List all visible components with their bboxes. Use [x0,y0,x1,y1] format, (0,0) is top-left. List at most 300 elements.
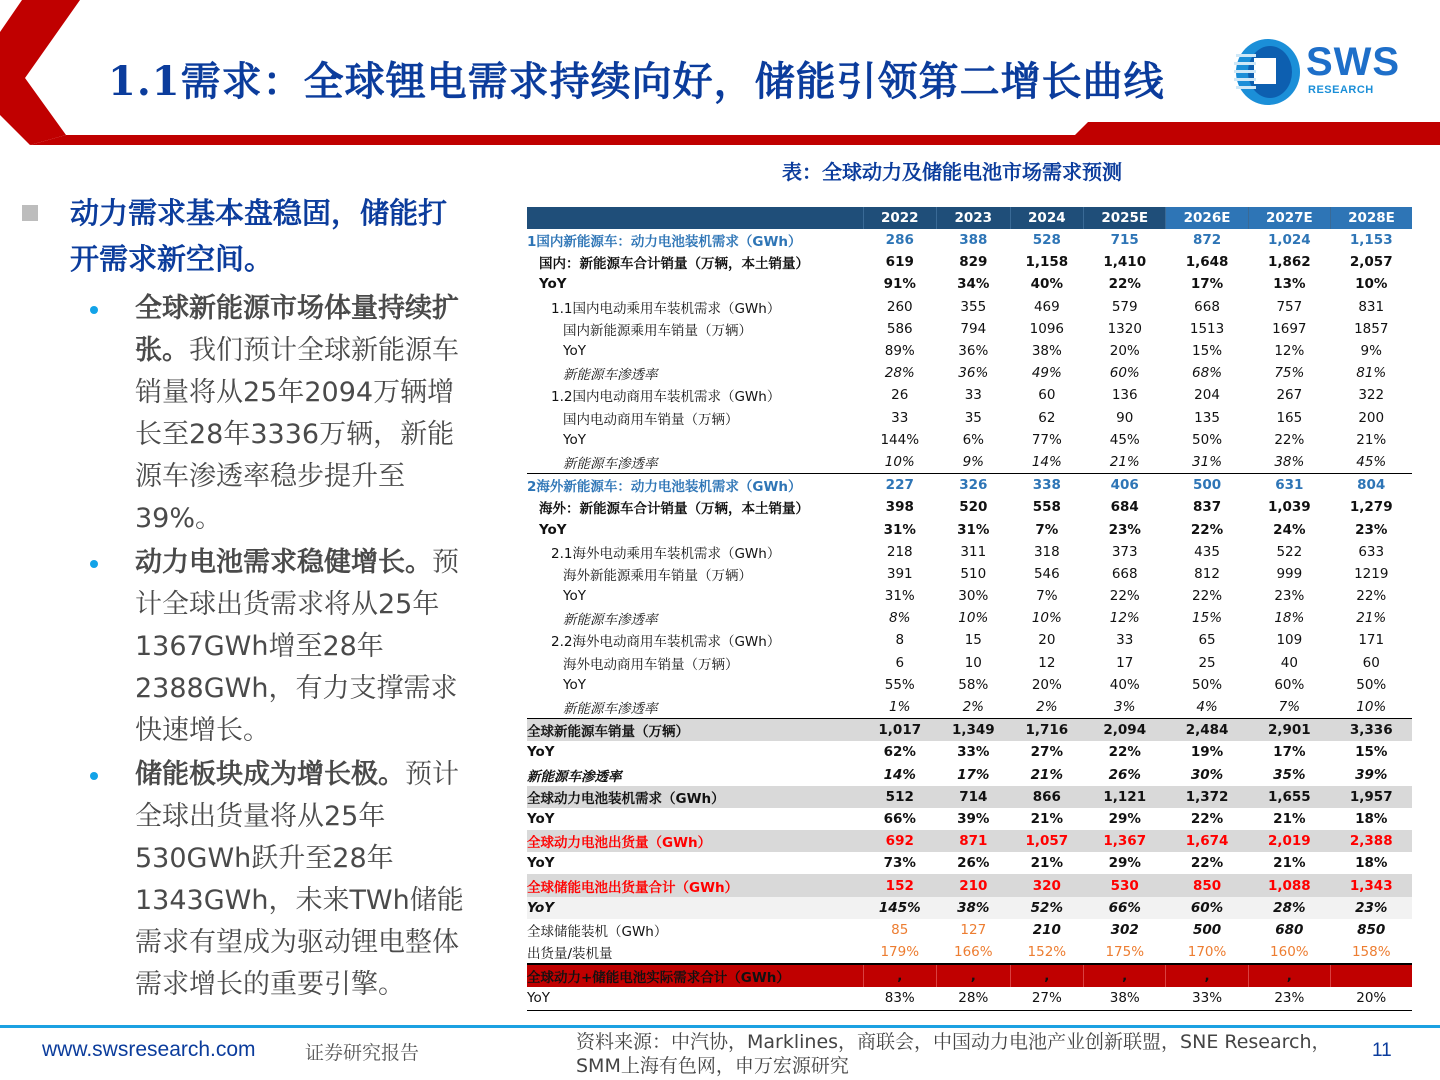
table-row [527,585,1412,607]
table-cell: 373 [1111,543,1138,560]
table-cell: 40 [1280,654,1298,671]
table-row [527,518,1412,540]
table-cell: 26% [1108,766,1141,783]
table-cell: 831 [1358,298,1385,315]
table-row [527,741,1412,763]
table-cell: 31% [1166,451,1248,474]
table-cell: 520 [959,499,988,516]
table-cell: 692 [863,830,937,852]
table-cell: 21% [1084,451,1166,474]
bullet-bold: 全球新能源市场体量持续扩张。 [135,293,459,366]
table-cell: 18% [1355,810,1388,827]
column-header: 2025E [1084,207,1166,229]
table-cell: 17% [957,766,990,783]
table-cell: 50% [1356,676,1387,693]
table-cell: 866 [1010,786,1084,808]
table-cell: 633 [1358,543,1385,560]
table-row [527,563,1412,585]
table-cell: 27% [1030,744,1063,761]
column-header: 2023 [937,207,1011,229]
table-cell: 204 [1194,387,1220,404]
table-cell: 22% [1274,431,1305,448]
table-cell: 2,388 [1330,830,1412,852]
table-row [527,652,1412,674]
table-cell: 36% [958,365,989,382]
table-row [527,987,1412,1010]
table-cell: 338 [1032,477,1061,494]
table-row [527,764,1412,786]
table-cell: 73% [883,855,916,872]
table-cell: 27% [1010,987,1084,1010]
table-cell: , [863,964,937,987]
table-cell: 21% [1356,610,1387,627]
table-cell: 1,158 [1025,254,1069,271]
bullet-text: 预计全球出货量将从25年530GWh跃升至28年1343GWh，未来TWh储能需求有望成为驱动锂电整体需求增长的重要引擎。 [135,759,464,1000]
table-cell: 12 [1038,654,1056,671]
table-cell: 62 [1038,409,1056,426]
bullet-bold: 动力电池需求稳健增长。 [135,547,432,578]
table-cell: 530 [1084,874,1166,896]
table-cell: 1513 [1189,320,1225,337]
column-header: 2026E [1166,207,1248,229]
column-header: 2028E [1330,207,1412,229]
table-cell: 28% [884,365,915,382]
table-cell: 528 [1032,232,1061,249]
table-cell: 135 [1194,409,1220,426]
table-cell: 35 [964,409,982,426]
logo-globe-icon [1232,36,1302,108]
column-header: 2024 [1010,207,1084,229]
table-cell: 152% [1027,944,1067,961]
table-row [527,273,1412,295]
table-cell: 20 [1038,632,1056,649]
row-label: 新能源车渗透率 [563,367,658,384]
row-label: 2.2海外电动商用车装机需求（GWh） [551,634,781,651]
table-cell: 13% [1273,276,1306,293]
table-cell: 1,121 [1084,786,1166,808]
row-label: YoY [563,588,586,605]
row-label: 国内：新能源车合计销量（万辆，本土销量） [539,256,809,273]
table-cell: 30% [1190,766,1224,783]
table-cell: 322 [1358,387,1385,404]
table-cell: 1,057 [1010,830,1084,852]
row-label: YoY [539,521,567,538]
table-cell: 668 [1111,565,1138,582]
table-cell: 33 [1116,632,1134,649]
table-cell: 2,901 [1248,719,1330,742]
table-cell: 65 [1198,632,1216,649]
table-cell: 757 [1276,298,1303,315]
table-cell: 50% [1192,676,1223,693]
table-cell: 40% [1030,276,1063,293]
bullet-text: 预计全球出货需求将从25年1367GWh增至28年2388GWh，有力支撑需求快速增长。 [135,547,459,746]
table-row [527,407,1412,429]
table-cell: 75% [1274,365,1305,382]
table-cell: 33 [891,409,909,426]
footer-source-note: 资料来源：中汽协，Marklines，商联会，中国动力电池产业创新联盟，SNE Research，SMM上海有色网，申万宏源研究 [576,1031,1331,1077]
row-label: YoY [527,897,863,919]
table-cell: 15% [1192,610,1223,627]
table-cell: 22% [1190,521,1224,538]
table-cell: 58% [958,676,989,693]
table-cell: 1,716 [1010,719,1084,742]
table-cell: 1,648 [1185,254,1229,271]
table-cell: 91% [883,276,916,293]
table-cell: 144% [880,431,920,448]
table-cell: 1,039 [1267,499,1311,516]
table-cell: 715 [1110,232,1139,249]
table-cell: 1,017 [863,719,937,742]
table-row [527,451,1412,474]
table-cell: 22% [1190,810,1224,827]
table-cell: 10% [1031,610,1062,627]
table-cell: 60% [1166,897,1248,919]
table-cell: 20% [1031,676,1062,693]
table-cell: 28% [1248,897,1330,919]
table-cell: 1,279 [1349,499,1393,516]
table-cell: 326 [959,477,988,494]
table-row [527,696,1412,719]
table-cell: 39% [957,810,990,827]
table-cell: 17% [1273,744,1306,761]
row-label: 2海外新能源车：动力电池装机需求（GWh） [527,479,802,496]
table-cell: 10% [863,451,937,474]
table-cell: 1219 [1354,565,1389,582]
table-cell: 6 [895,654,905,671]
table-cell: 7% [1035,521,1059,538]
table-cell: 24% [1273,521,1306,538]
table-cell: 31% [883,521,916,538]
table-cell: 31% [884,588,915,605]
row-label: 出货量/装机量 [527,946,613,963]
table-cell: 21% [1356,431,1387,448]
table-cell: 17 [1116,654,1134,671]
table-cell: 320 [1010,874,1084,896]
table-cell: 29% [1108,810,1141,827]
table-cell: 500 [1192,477,1222,494]
table-cell: 1,088 [1248,874,1330,896]
table-cell: 510 [960,565,987,582]
table-cell: 26 [891,387,909,404]
row-label: 全球动力+储能电池实际需求合计（GWh） [527,964,863,987]
table-cell: 872 [1192,232,1222,249]
row-label: 全球储能装机（GWh） [527,923,668,940]
table-row [527,496,1412,518]
table-header-row [527,207,1412,229]
table-cell: 6% [962,431,984,448]
footer-divider [0,1025,1440,1028]
table-cell: 668 [1194,298,1220,315]
table-cell: 804 [1357,477,1386,494]
main-heading: 动力需求基本盘稳固，储能打开需求新空间。 [70,196,448,276]
table-cell: 1,367 [1084,830,1166,852]
table-cell: 158% [1351,944,1391,961]
table-cell: 586 [886,320,913,337]
table-cell: 171 [1358,632,1385,649]
table-cell: 286 [885,232,914,249]
table-row [527,607,1412,629]
table-cell: 45% [1330,451,1412,474]
table-cell: 999 [1276,565,1303,582]
table-cell: 10% [1355,276,1388,293]
row-label: 新能源车渗透率 [563,612,658,629]
table-cell: 40% [1109,676,1140,693]
table-cell: 522 [1276,543,1303,560]
table-cell: 1,410 [1103,254,1147,271]
bullet-dot-icon [90,560,98,568]
table-cell: 794 [960,320,987,337]
table-row [527,229,1412,251]
row-label: 海外新能源乘用车销量（万辆） [563,567,752,584]
table-row [527,897,1412,919]
table-cell: 60% [1274,676,1305,693]
table-cell: 546 [1033,565,1060,582]
table-cell: 23% [1330,897,1412,919]
row-label: 国内新能源乘用车销量（万辆） [563,322,752,339]
table-cell: 684 [1110,499,1139,516]
table-cell: 22% [1192,588,1223,605]
row-label: 1.2国内电动商用车装机需求（GWh） [551,389,781,406]
row-label: 全球新能源车销量（万辆） [527,719,863,742]
table-cell: 179% [880,944,920,961]
table-cell: 200 [1358,409,1385,426]
table-cell: 39% [1355,766,1388,783]
table-cell: 7% [1036,588,1058,605]
row-label: 国内电动商用车销量（万辆） [563,411,739,428]
table-row [527,874,1412,896]
table-row [527,919,1412,941]
table-cell: 1,372 [1166,786,1248,808]
table-cell: 21% [1273,810,1306,827]
table-cell: 714 [937,786,1011,808]
table-cell: 3% [1084,696,1166,719]
table-cell: 1,862 [1267,254,1311,271]
table-cell: 812 [1194,565,1220,582]
bullet-bold: 储能板块成为增长极。 [135,759,405,790]
row-label: 海外：新能源车合计销量（万辆，本土销量） [539,501,809,518]
table-cell: 170% [1187,944,1227,961]
table-cell: 2,094 [1084,719,1166,742]
table-row [527,629,1412,651]
table-cell: 1,024 [1267,232,1311,249]
row-label: 新能源车渗透率 [527,696,863,719]
table-cell: 33 [964,387,982,404]
table-cell: 14% [883,766,916,783]
table-cell: 4% [1166,696,1248,719]
table-cell: 311 [960,543,987,560]
table-cell: 1697 [1272,320,1307,337]
table-cell: , [937,964,1011,987]
table-cell: 45% [1109,431,1140,448]
table-cell: 83% [863,987,937,1010]
table-cell: 23% [1108,521,1141,538]
table-cell: 23% [1248,987,1330,1010]
page-title: 1.1需求：全球锂电需求持续向好，储能引领第二增长曲线 [108,58,1165,105]
table-cell: 619 [885,254,914,271]
table-cell: 1,674 [1166,830,1248,852]
row-label: 2.1海外电动乘用车装机需求（GWh） [551,545,781,562]
table-cell: 18% [1355,855,1388,872]
table-cell: 850 [1166,874,1248,896]
table-cell: , [1084,964,1166,987]
table-cell: , [1010,964,1084,987]
table-row [527,541,1412,563]
row-label: YoY [527,744,555,761]
table-cell: 218 [886,543,913,560]
table-cell: 631 [1275,477,1304,494]
table-cell: 68% [1192,365,1223,382]
table-cell: 391 [886,565,913,582]
table-cell: 210 [1032,921,1061,938]
table-cell: 14% [1010,451,1084,474]
table-cell: 31% [957,521,990,538]
bullet-item [135,754,465,1006]
table-cell: 22% [1109,588,1140,605]
table-cell: 680 [1275,921,1304,938]
table-cell: 302 [1110,921,1139,938]
table-cell: 9% [937,451,1011,474]
table-cell: 227 [885,477,914,494]
table-cell: 210 [937,874,1011,896]
table-row [527,429,1412,451]
table-caption: 表：全球动力及储能电池市场需求预测 [782,160,1122,184]
table-cell: 33% [1166,987,1248,1010]
table-cell [1330,964,1412,987]
table-cell: 136 [1111,387,1138,404]
logo-subtitle: RESEARCH [1308,84,1374,96]
table-cell: 355 [960,298,987,315]
table-cell: 77% [1031,431,1062,448]
table-cell: 160% [1270,944,1309,961]
table-row [527,474,1412,497]
column-header: 2027E [1248,207,1330,229]
table-cell: 165 [1276,409,1303,426]
table-cell: 406 [1110,477,1139,494]
table-cell: 17% [1190,276,1224,293]
table-cell: 49% [1031,365,1062,382]
table-cell: 10% [1330,696,1412,719]
table-cell: 85 [891,921,909,938]
table-cell: 90 [1116,409,1134,426]
bullet-dot-icon [90,306,98,314]
table-cell: 21% [1030,855,1063,872]
table-cell: 50% [1192,431,1223,448]
table-cell: 2,019 [1248,830,1330,852]
bullet-item [135,542,465,752]
table-row [527,251,1412,273]
table-cell: 60% [1109,365,1140,382]
table-cell: 166% [953,944,993,961]
table-cell: 55% [884,676,915,693]
table-cell: 20% [1330,987,1412,1010]
table-cell: 579 [1111,298,1138,315]
table-cell: 145% [863,897,937,919]
table-cell: 1857 [1354,320,1389,337]
table-cell: 15 [964,632,982,649]
table-cell: 15% [1192,343,1223,360]
table-cell: 2% [1010,696,1084,719]
row-label: YoY [527,855,555,872]
table-cell: 23% [1355,521,1388,538]
column-header [527,207,863,229]
table-cell: 260 [886,298,913,315]
table-cell: 38% [937,897,1011,919]
table-cell: 500 [1192,921,1222,938]
table-cell: 127 [960,921,987,938]
bullet-dot-icon [90,772,98,780]
table-cell: 52% [1010,897,1084,919]
table-cell: 850 [1357,921,1386,938]
table-cell: 22% [1190,855,1224,872]
table-cell: 20% [1109,343,1140,360]
table-cell: 871 [937,830,1011,852]
table-cell: 109 [1276,632,1303,649]
row-label: 海外电动商用车销量（万辆） [563,656,739,673]
table-cell: 152 [863,874,937,896]
table-cell: 36% [958,343,989,360]
table-cell: 1% [863,696,937,719]
table-cell: 89% [884,343,915,360]
row-label: 1.1国内电动乘用车装机需求（GWh） [551,300,781,317]
table-cell: 19% [1190,744,1224,761]
table-cell: 175% [1105,944,1145,961]
table-cell: 62% [883,744,916,761]
table-cell: 34% [957,276,990,293]
square-bullet-icon [22,205,38,221]
table-row [527,340,1412,362]
table-row [527,318,1412,340]
row-label: 1国内新能源车：动力电池装机需求（GWh） [527,234,802,251]
table-cell: 267 [1276,387,1303,404]
table-cell: 38% [1084,987,1166,1010]
table-row [527,941,1412,964]
table-cell: 1,349 [937,719,1011,742]
table-cell: 60 [1362,654,1380,671]
sws-logo [1232,36,1412,108]
table-cell: 9% [1360,343,1382,360]
table-cell: , [1248,964,1330,987]
table-cell: 8% [889,610,911,627]
table-cell: 18% [1274,610,1305,627]
table-cell: 1320 [1107,320,1142,337]
table-cell: 60 [1038,387,1056,404]
row-label: YoY [563,431,586,448]
table-cell: 81% [1356,365,1387,382]
table-cell: 22% [1356,588,1387,605]
table-cell: 21% [1273,855,1306,872]
table-cell: 10 [964,654,982,671]
table-cell: 38% [1031,343,1062,360]
footer-website-link[interactable]: www.swsresearch.com [42,1038,256,1061]
table-cell: 1,153 [1349,232,1393,249]
table-cell: 66% [1084,897,1166,919]
table-cell: 10% [958,610,989,627]
table-cell: 3,336 [1330,719,1412,742]
table-row [527,384,1412,406]
row-label: 新能源车渗透率 [527,451,863,474]
table-cell: 829 [959,254,988,271]
table-cell: 837 [1192,499,1222,516]
page-number: 11 [1372,1040,1392,1061]
table-cell: 2,484 [1166,719,1248,742]
table-cell: 12% [1274,343,1305,360]
column-header: 2022 [863,207,937,229]
bullet-item [135,288,465,540]
footer-report-type: 证券研究报告 [305,1042,420,1064]
row-label: 全球储能电池出货量合计（GWh） [527,874,863,896]
table-cell: 66% [883,810,916,827]
table-row [527,362,1412,384]
